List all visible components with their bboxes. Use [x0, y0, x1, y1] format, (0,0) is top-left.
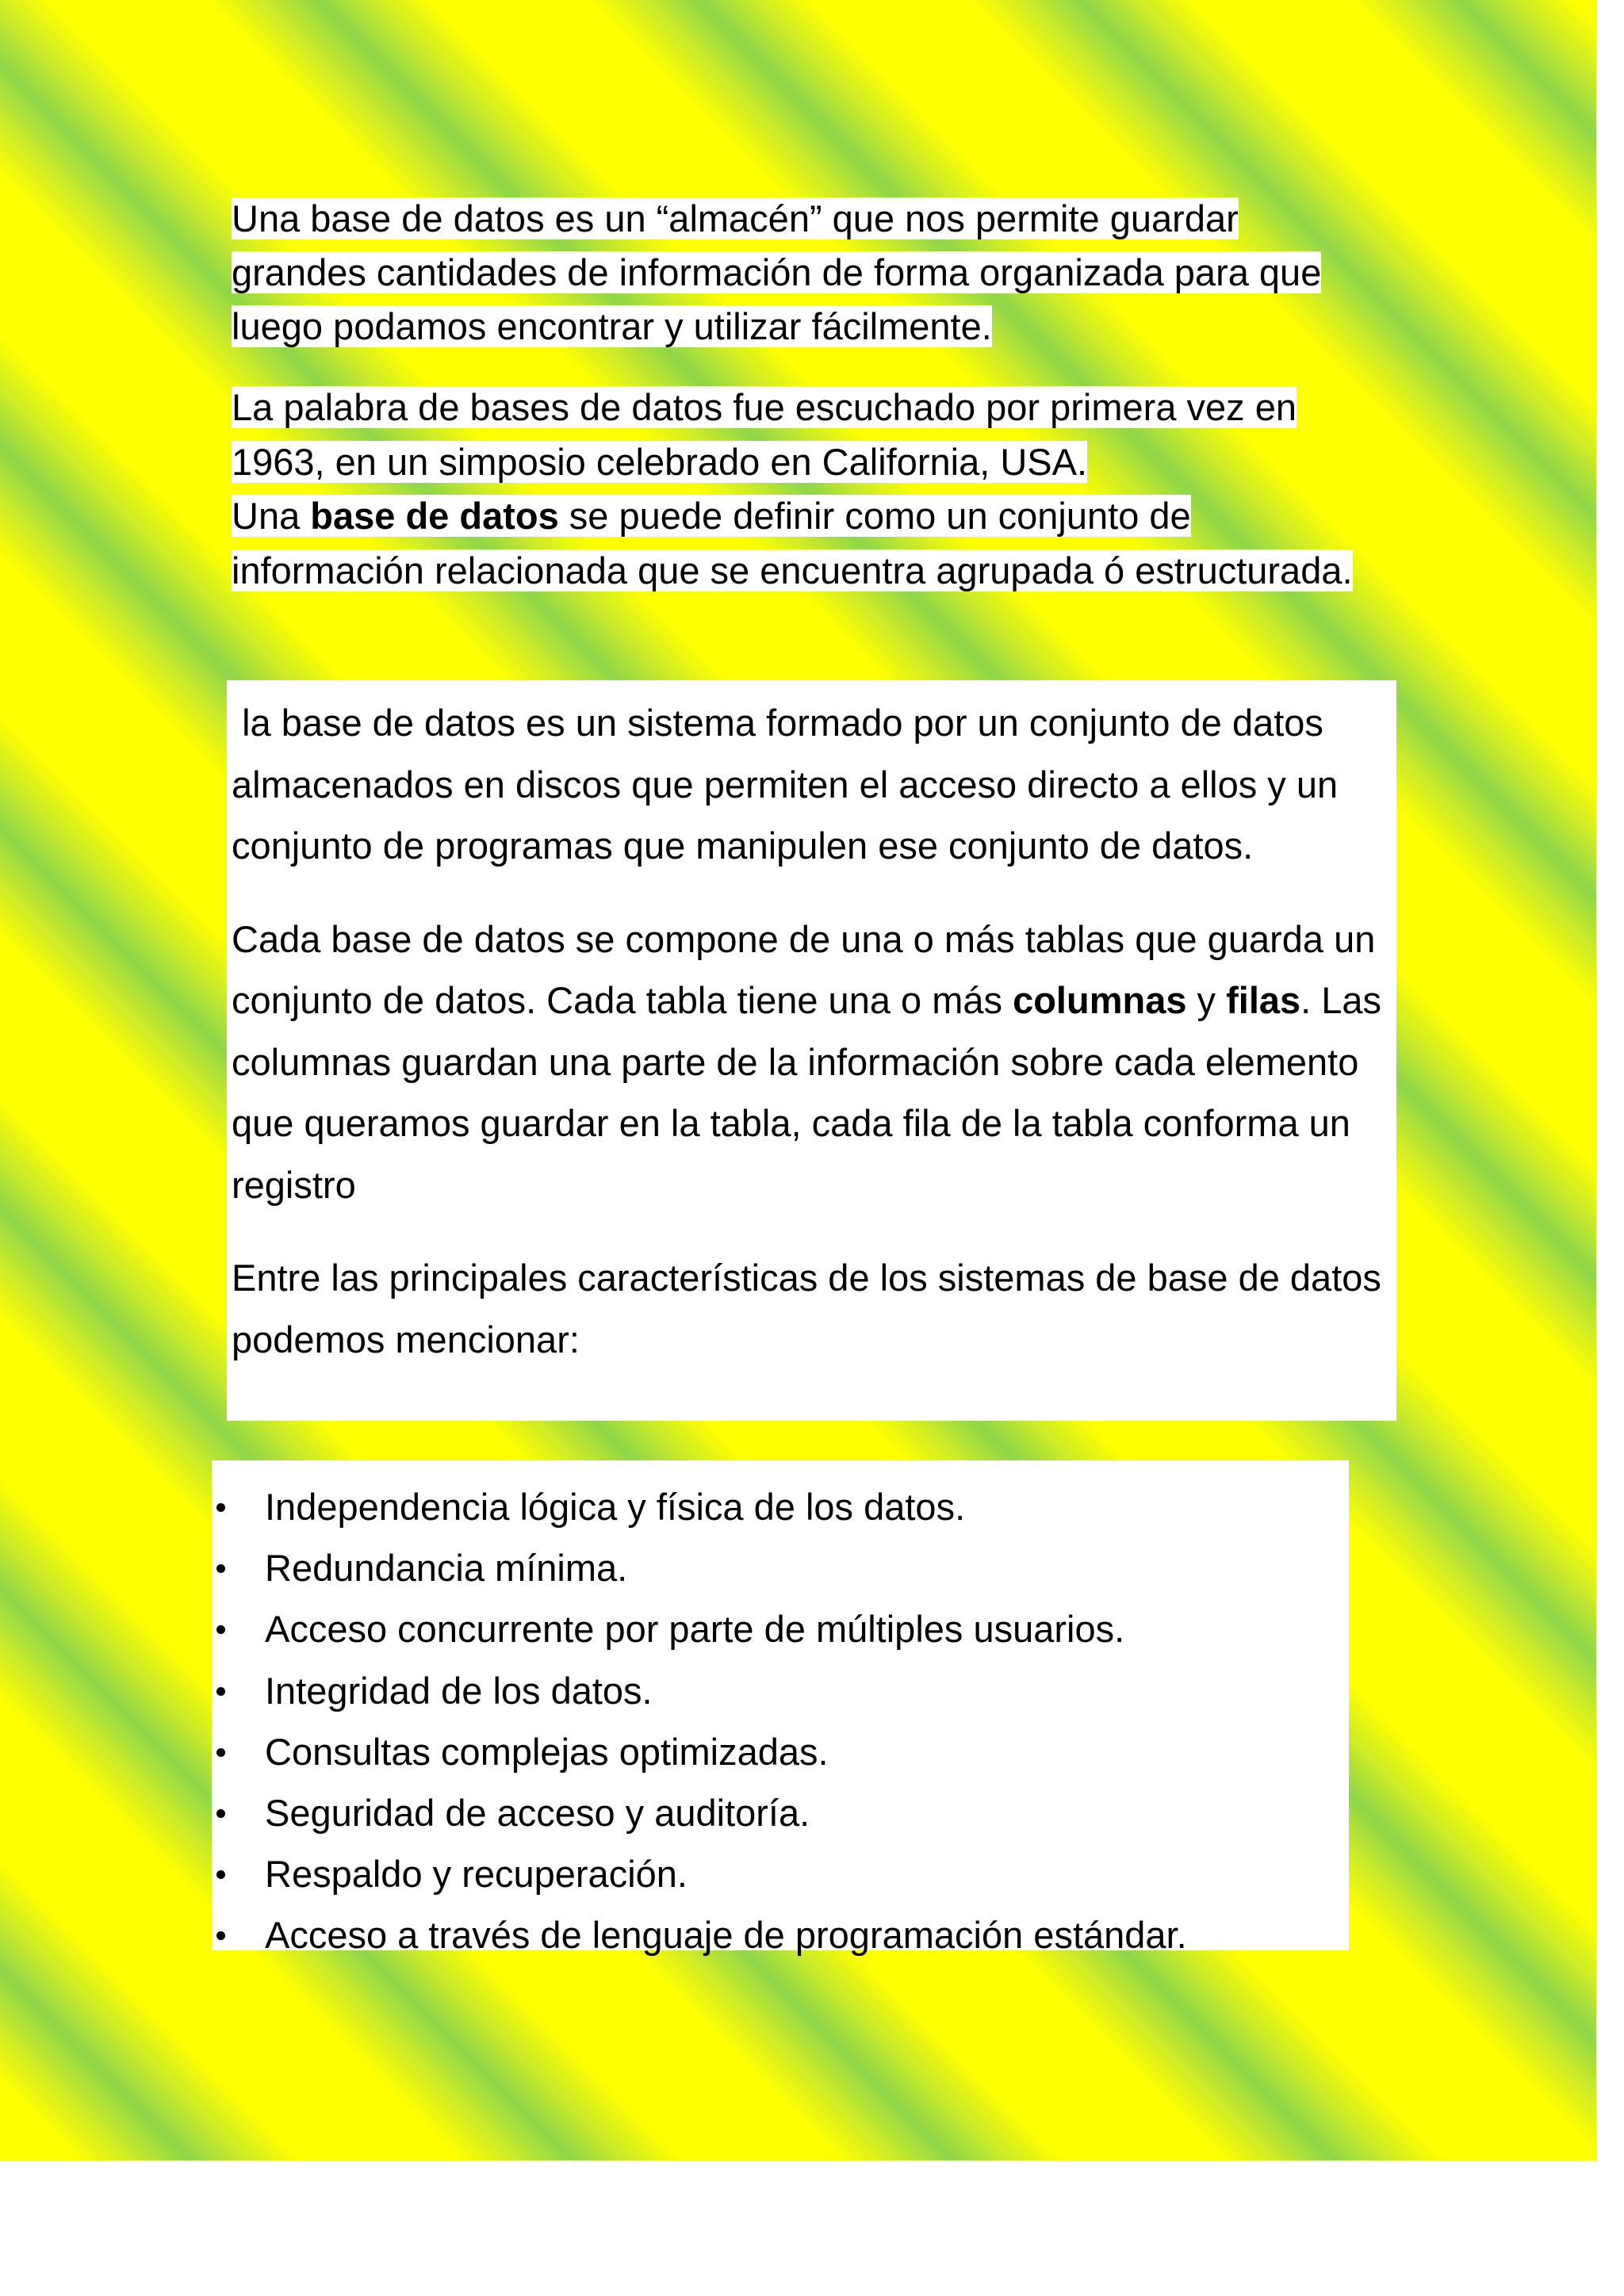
- feature-text: Redundancia mínima.: [265, 1547, 628, 1590]
- definition-text: [232, 495, 1353, 591]
- feature-text: Integridad de los datos.: [265, 1669, 653, 1712]
- system-paragraph: la base de datos es un sistema formado por un conjunto de datos almacenados en discos que permiten el acceso directo a ellos y un conjunto de programas que manipulen ese conjunto de datos.: [232, 702, 1349, 867]
- bullet-icon: [216, 1809, 225, 1818]
- bullet-icon: [216, 1748, 225, 1757]
- definition-prefix: Una: [232, 495, 311, 537]
- description-box: [227, 680, 1396, 1421]
- history-paragraph: [232, 381, 1358, 598]
- features-intro-paragraph: Entre las principales características de los sistemas de base de datos podemos mencionar:: [232, 1257, 1381, 1360]
- bullet-icon: [216, 1625, 225, 1634]
- feature-text: Acceso a través de lenguaje de programación estándar.: [265, 1914, 1187, 1957]
- rows-term: filas: [1226, 979, 1301, 1021]
- tables-text-2: y: [1186, 979, 1227, 1021]
- list-item: [212, 1660, 1349, 1721]
- bullet-icon: [216, 1931, 225, 1940]
- bullet-icon: [216, 1564, 225, 1573]
- list-item: [212, 1476, 1349, 1537]
- feature-text: Seguridad de acceso y auditoría.: [265, 1792, 810, 1835]
- list-item: [212, 1904, 1349, 1965]
- bullet-icon: [216, 1870, 225, 1879]
- feature-text: Acceso concurrente por parte de múltiples usuarios.: [265, 1608, 1125, 1651]
- definition-suffix: se puede definir como un conjunto de información relacionada que se encuentra agrupada ó estructurada.: [232, 495, 1353, 591]
- feature-text: Respaldo y recuperación.: [265, 1853, 688, 1896]
- features-box: [212, 1460, 1349, 1957]
- history-text: La palabra de bases de datos fue escuchado por primera vez en 1963, en un simposio celebrado en California, USA.: [232, 386, 1297, 483]
- list-item: [212, 1843, 1349, 1904]
- tables-text-3: . Las columnas guardan una parte de la información sobre cada elemento que queramos guardar en la tabla, cada fila de la tabla conforma un registro: [232, 979, 1382, 1206]
- tables-text-1: Cada base de datos se compone de una o más tablas que guarda un conjunto de datos. Cada tabla tiene una o más: [232, 917, 1376, 1021]
- features-list: [212, 1476, 1349, 1966]
- feature-text: Consultas complejas optimizadas.: [265, 1730, 829, 1773]
- bullet-icon: [216, 1687, 225, 1696]
- list-item: [212, 1721, 1349, 1782]
- intro-paragraph: [232, 192, 1358, 354]
- definition-bold-term: base de datos: [310, 495, 559, 537]
- intro-text: Una base de datos es un “almacén” que nos permite guardar grandes cantidades de información de forma organizada para que luego podamos encontrar y utilizar fácilmente.: [232, 197, 1322, 347]
- list-item: [212, 1782, 1349, 1843]
- list-item: [212, 1598, 1349, 1659]
- tables-paragraph: [232, 909, 1396, 1216]
- columns-term: columnas: [1013, 979, 1187, 1021]
- feature-text: Independencia lógica y física de los datos.: [265, 1486, 966, 1528]
- list-item: [212, 1537, 1349, 1598]
- bullet-icon: [216, 1503, 225, 1512]
